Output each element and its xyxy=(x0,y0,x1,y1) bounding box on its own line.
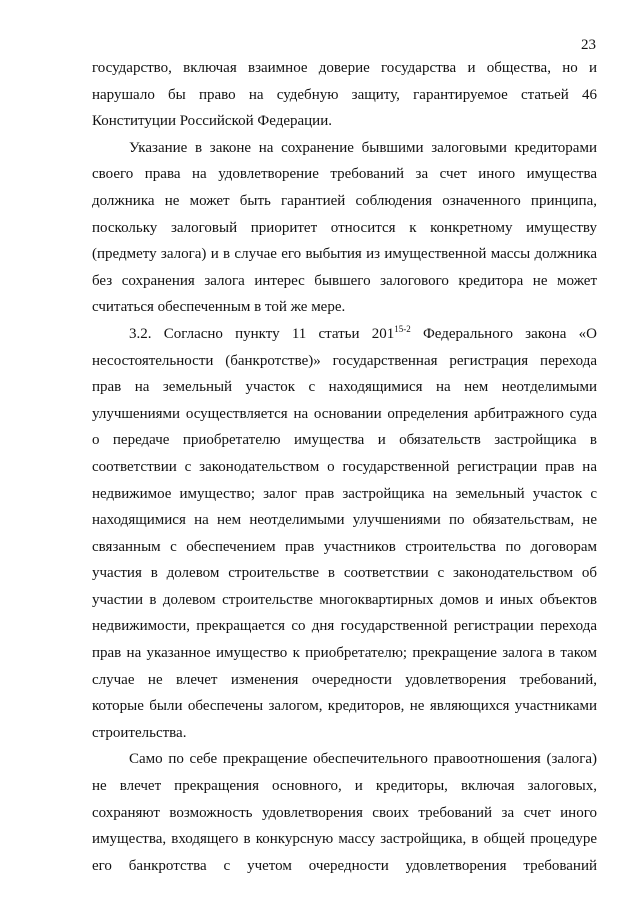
text-line: (предмету залога) и в случае его выбытия из имущественной массы должника xyxy=(92,246,597,263)
page-number: 23 xyxy=(581,37,596,53)
text-line: которые были обеспечены залогом, кредиторов, не являющихся участниками xyxy=(92,698,597,715)
text-line: Само по себе прекращение обеспечительного правоотношения (залога) xyxy=(129,751,597,768)
text-line: строительства. xyxy=(92,724,187,741)
text-line: его банкротства с учетом очередности удовлетворения требований xyxy=(92,857,597,874)
section-text-end: Федерального закона «О xyxy=(410,325,597,342)
text-line: прав на указанное имущество к приобретателю; прекращение залога в таком xyxy=(92,645,597,662)
text-line: улучшениями осуществляется на основании определения арбитражного суда xyxy=(92,405,597,422)
paragraph-4 xyxy=(92,746,597,879)
paragraph-1 xyxy=(92,55,597,135)
text-line: государство, включая взаимное доверие государства и общества, но и xyxy=(92,60,597,76)
article-superscript: 15-2 xyxy=(394,323,411,334)
text-line: соответствии с законодательством о государственной регистрации прав на xyxy=(92,458,597,475)
text-line: считаться обеспеченным в той же мере. xyxy=(92,299,346,316)
text-line: участия в долевом строительстве в соответствии с законодательством об xyxy=(92,565,597,582)
text-line: недвижимое имущество; залог прав застройщика на земельный участок с xyxy=(92,485,597,502)
text-line: своего права на удовлетворение требований за счет иного имущества xyxy=(92,166,597,183)
text-line: должника не может быть гарантией соблюдения означенного принципа, xyxy=(92,192,597,209)
text-line: несостоятельности (банкротстве)» государственная регистрация перехода xyxy=(92,352,597,369)
text-line: случае не влечет изменения очередности удовлетворения требований, xyxy=(92,671,597,688)
text-line: поскольку залоговый приоритет относится к конкретному имуществу xyxy=(92,219,597,236)
paragraph-2 xyxy=(92,135,597,321)
text-line: о передаче приобретателю имущества и обязательств застройщика в xyxy=(92,432,597,449)
text-line: без сохранения залога интерес бывшего залогового кредитора не может xyxy=(92,272,597,289)
text-line: прав на земельный участок с находящимися на нем неотделимыми xyxy=(92,379,597,396)
text-line: Конституции Российской Федерации. xyxy=(92,113,332,130)
text-line: не влечет прекращения основного, и кредиторы, включая залоговых, xyxy=(92,778,597,795)
section-text-start: 3.2. Согласно пункту 11 статьи 201 xyxy=(129,325,395,342)
text-line: нарушало бы право на судебную защиту, гарантируемое статьей 46 xyxy=(92,86,597,103)
text-line: находящимися на нем неотделимыми улучшениями по обязательствам, не xyxy=(92,512,597,529)
text-line: имущества, входящего в конкурсную массу застройщика, в общей процедуре xyxy=(92,831,597,848)
text-line: связанным с обеспечением прав участников строительства по договорам xyxy=(92,538,597,555)
text-line: участии в долевом строительстве многоквартирных домов и иных объектов xyxy=(92,591,597,608)
paragraph-3 xyxy=(92,321,597,747)
text-line-section-heading xyxy=(92,321,597,348)
text-line: Указание в законе на сохранение бывшими залоговыми кредиторами xyxy=(129,139,597,156)
text-line: сохраняют возможность удовлетворения своих требований за счет иного xyxy=(92,804,597,821)
document-body xyxy=(92,55,597,879)
text-line: недвижимости, прекращается со дня государственной регистрации перехода xyxy=(92,618,597,635)
